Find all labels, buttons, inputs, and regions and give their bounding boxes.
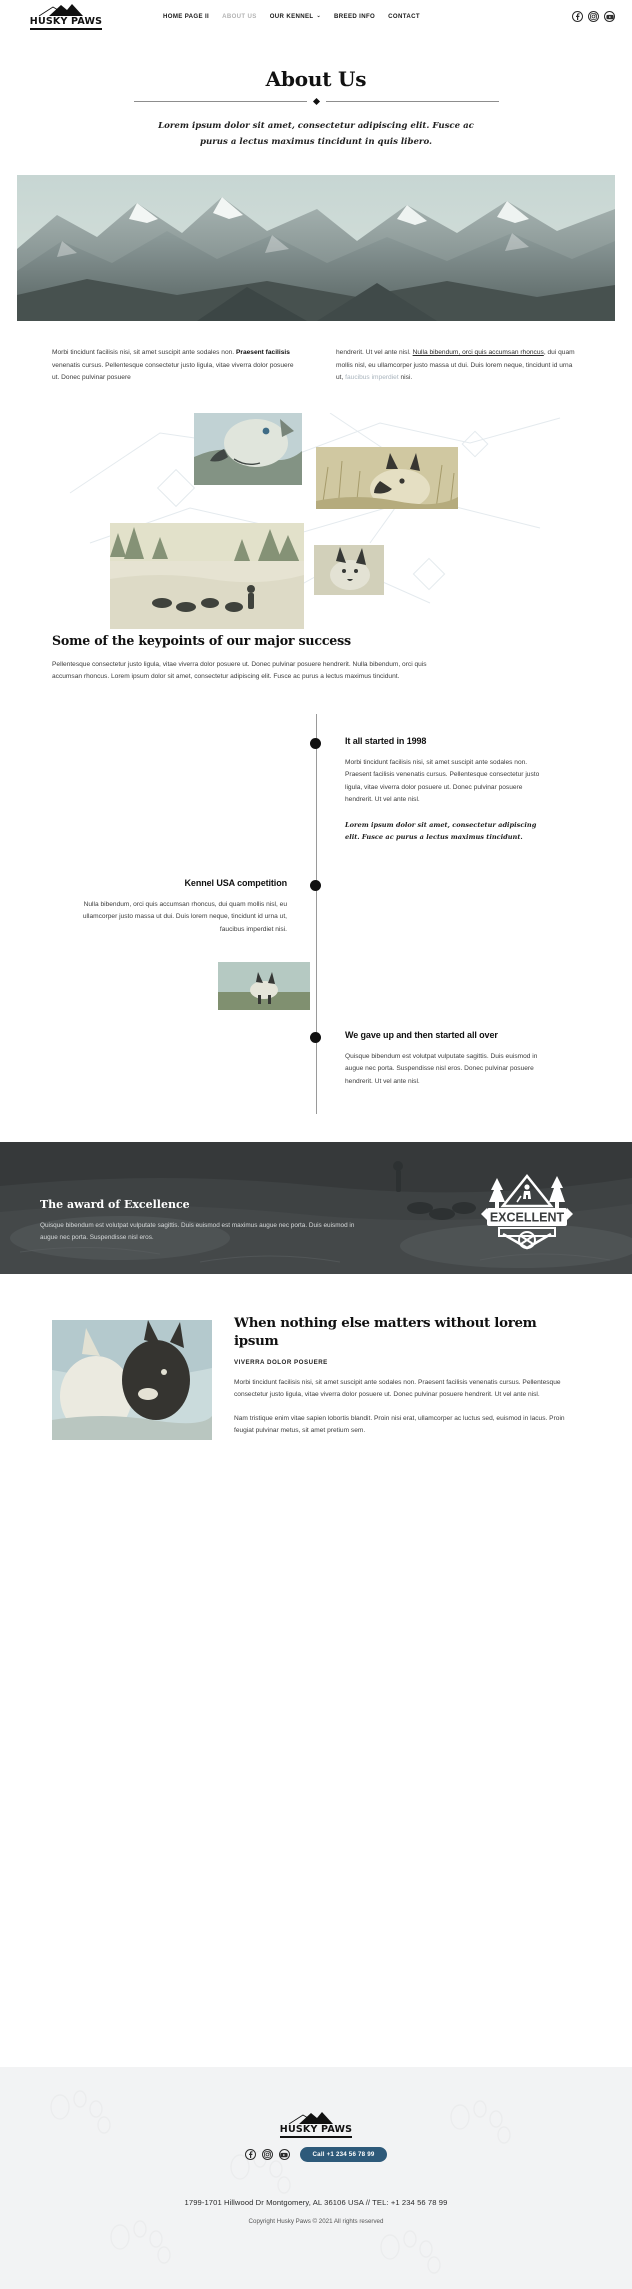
timeline-body: Nulla bibendum, orci quis accumsan rhoncus, dui quam mollis nisl, eu ullamcorper justo massa ut dui. Duis lorem neque, tincidunt id urna ut, faucibus imperdiet nisi. (82, 900, 287, 933)
decorative-line-shapes (0, 413, 632, 633)
instagram-icon[interactable] (588, 11, 599, 22)
instagram-icon[interactable] (262, 2149, 273, 2160)
divider-line-left (134, 101, 307, 102)
award-heading: The award of Excellence (40, 1197, 190, 1211)
intro-right-part3: nisi. (398, 374, 413, 381)
mountain-photo (17, 175, 615, 321)
youtube-icon[interactable] (604, 11, 615, 22)
timeline-dot-2 (310, 880, 321, 891)
intro-right-part2: , dui quam mollis nisl, eu ullamcorper justo massa ut dui. Duis lorem neque, tincidunt id urna ut, (336, 349, 575, 381)
nav-item-breed-info[interactable] (334, 13, 375, 20)
page-subtitle: Lorem ipsum dolor sit amet, consectetur adipiscing elit. Fusce ac purus a lectus maximus tincidunt in quis libero. (158, 121, 474, 147)
nav-item-home-page-ii[interactable] (163, 13, 209, 20)
footer-address: 1799-1701 Hillwood Dr Montgomery, AL 36106 USA // TEL: +1 234 56 78 99 (184, 2198, 448, 2207)
award-body: Quisque bibendum est volutpat vulputate sagittis. Duis euismod est maximus augue nec porta. Duis euismod in augue nec porta. Suspendisse nisl eros. (40, 1221, 355, 1241)
paw-pattern-background (0, 2067, 632, 2289)
nav-label: OUR KENNEL (269, 13, 314, 20)
mountain-icon (31, 3, 101, 17)
call-button[interactable]: Call +1 234 56 78 99 (300, 2147, 388, 2162)
timeline-heading: Kennel USA competition (184, 877, 287, 888)
nav-label: CONTACT (388, 13, 420, 20)
timeline-body: Quisque bibendum est volutpat vulputate sagittis. Duis euismod in augue nec porta. Suspendisse nisl eros. Donec pulvinar posuere hendrerit. Ut vel ante nisl. (345, 1052, 538, 1085)
nav-label: BREED INFO (334, 13, 376, 20)
collage-image-husky-face (194, 413, 302, 485)
intro-left-part1: Morbi tincidunt facilisis nisi, sit amet suscipit ante sodales non. (52, 349, 236, 356)
footer-logo[interactable] (267, 2111, 365, 2138)
mountain-icon (281, 2111, 351, 2125)
nav-label: ABOUT US (222, 13, 257, 20)
intro-left-part2: venenatis cursus. Pellentesque consectetur justo ligula, vitae viverra dolor posuere ut. Donec pulvinar posuere (52, 361, 294, 381)
feature-image-huskies (52, 1320, 212, 1440)
timeline-heading: We gave up and then started all over (345, 1029, 498, 1040)
youtube-icon[interactable] (279, 2149, 290, 2160)
facebook-icon[interactable] (572, 11, 583, 22)
site-header (0, 0, 632, 33)
award-text-block (40, 1198, 370, 1244)
header-social-links (572, 11, 615, 22)
divider-line-right (326, 101, 499, 102)
site-footer (0, 2067, 632, 2289)
intro-column-right (336, 347, 580, 385)
collage-image-sled-dogs-snow (110, 523, 304, 629)
badge-label: EXCELLENT (489, 1210, 565, 1224)
feature-text-block (234, 1314, 580, 1440)
nav-item-about-us[interactable] (222, 13, 257, 20)
logo-text: HUSKY PAWS (30, 17, 102, 30)
feature-section (52, 1314, 580, 1440)
nav-label: HOME PAGE II (163, 13, 210, 20)
title-divider (134, 99, 499, 104)
nav-item-contact[interactable] (388, 13, 420, 20)
nav-item-our-kennel[interactable] (270, 13, 321, 20)
footer-copyright: Copyright Husky Paws © 2021 All rights reserved (248, 2218, 384, 2225)
intro-text-columns (52, 347, 580, 385)
feature-heading: When nothing else matters without lorem ipsum (234, 1314, 537, 1349)
timeline-emphasis: Lorem ipsum dolor sit amet, consectetur adipiscing elit. Fusce ac purus a lectus maximus tincidunt. (345, 820, 537, 841)
footer-actions (245, 2147, 388, 2162)
timeline-dot-1 (310, 738, 321, 749)
excellent-badge (477, 1172, 577, 1250)
timeline-image-husky-rock (218, 962, 310, 1010)
intro-right-part1: hendrerit. Ut vel ante nisl. (336, 349, 413, 356)
facebook-icon[interactable] (245, 2149, 256, 2160)
timeline (0, 714, 632, 1114)
logo[interactable] (17, 3, 115, 30)
diamond-icon (312, 98, 319, 105)
page-title: About Us (265, 67, 367, 91)
page-title-block (0, 67, 632, 150)
keypoints-title: Some of the keypoints of our major success (52, 632, 351, 648)
feature-paragraph-1: Morbi tincidunt facilisis nisi, sit amet suscipit ante sodales non. Praesent facilisis venenatis cursus. Pellentesque consectetur justo ligula, vitae viverra dolor posuere ut. Donec pulvinar posuere hendrerit. Ut vel ante nisl. (234, 1378, 561, 1398)
hero-image (17, 175, 615, 321)
intro-left-bold: Praesent facilisis (235, 349, 290, 356)
timeline-item-2 (82, 876, 287, 937)
keypoints-section (52, 633, 580, 684)
timeline-body: Morbi tincidunt facilisis nisi, sit amet suscipit ante sodales non. Praesent facilisis venenatis cursus. Pellentesque consectetur justo ligula, vitae viverra dolor posuere ut. Donec pulvinar posuere hendrerit. Ut vel ante nisl. (345, 758, 540, 803)
footer-logo-text: HUSKY PAWS (280, 2125, 352, 2138)
intro-inline-link[interactable]: Nulla bibendum, orci quis accumsan rhoncus (412, 349, 544, 356)
intro-column-left (52, 347, 296, 385)
timeline-item-3 (345, 1028, 550, 1089)
chevron-down-icon: ⌄ (316, 13, 322, 19)
feature-subheading: VIVERRA DOLOR POSUERE (234, 1358, 328, 1366)
intro-muted-text: faucibus imperdiet (345, 374, 399, 381)
award-banner (0, 1142, 632, 1274)
collage-image-husky-grass (316, 447, 458, 509)
timeline-axis (316, 714, 317, 1114)
timeline-dot-3 (310, 1032, 321, 1043)
collage-image-husky-portrait (314, 545, 384, 595)
timeline-heading: It all started in 1998 (345, 735, 427, 746)
timeline-item-1 (345, 734, 550, 843)
photo-collage (0, 413, 632, 633)
keypoints-body: Pellentesque consectetur justo ligula, vitae viverra dolor posuere ut. Donec pulvinar posuere hendrerit. Nulla bibendum, orci quis accumsan rhoncus. Lorem ipsum dolor sit amet, consectetur adipiscing elit. Fusce ac purus a lectus maximus tincidunt. (52, 660, 427, 680)
feature-paragraph-2: Nam tristique enim vitae sapien lobortis blandit. Proin nisi erat, ullamcorper ac luctus sed, euismod in lacus. Proin feugiat pulvinar metus, sit amet pretium sem. (234, 1414, 565, 1434)
main-nav (163, 13, 420, 20)
